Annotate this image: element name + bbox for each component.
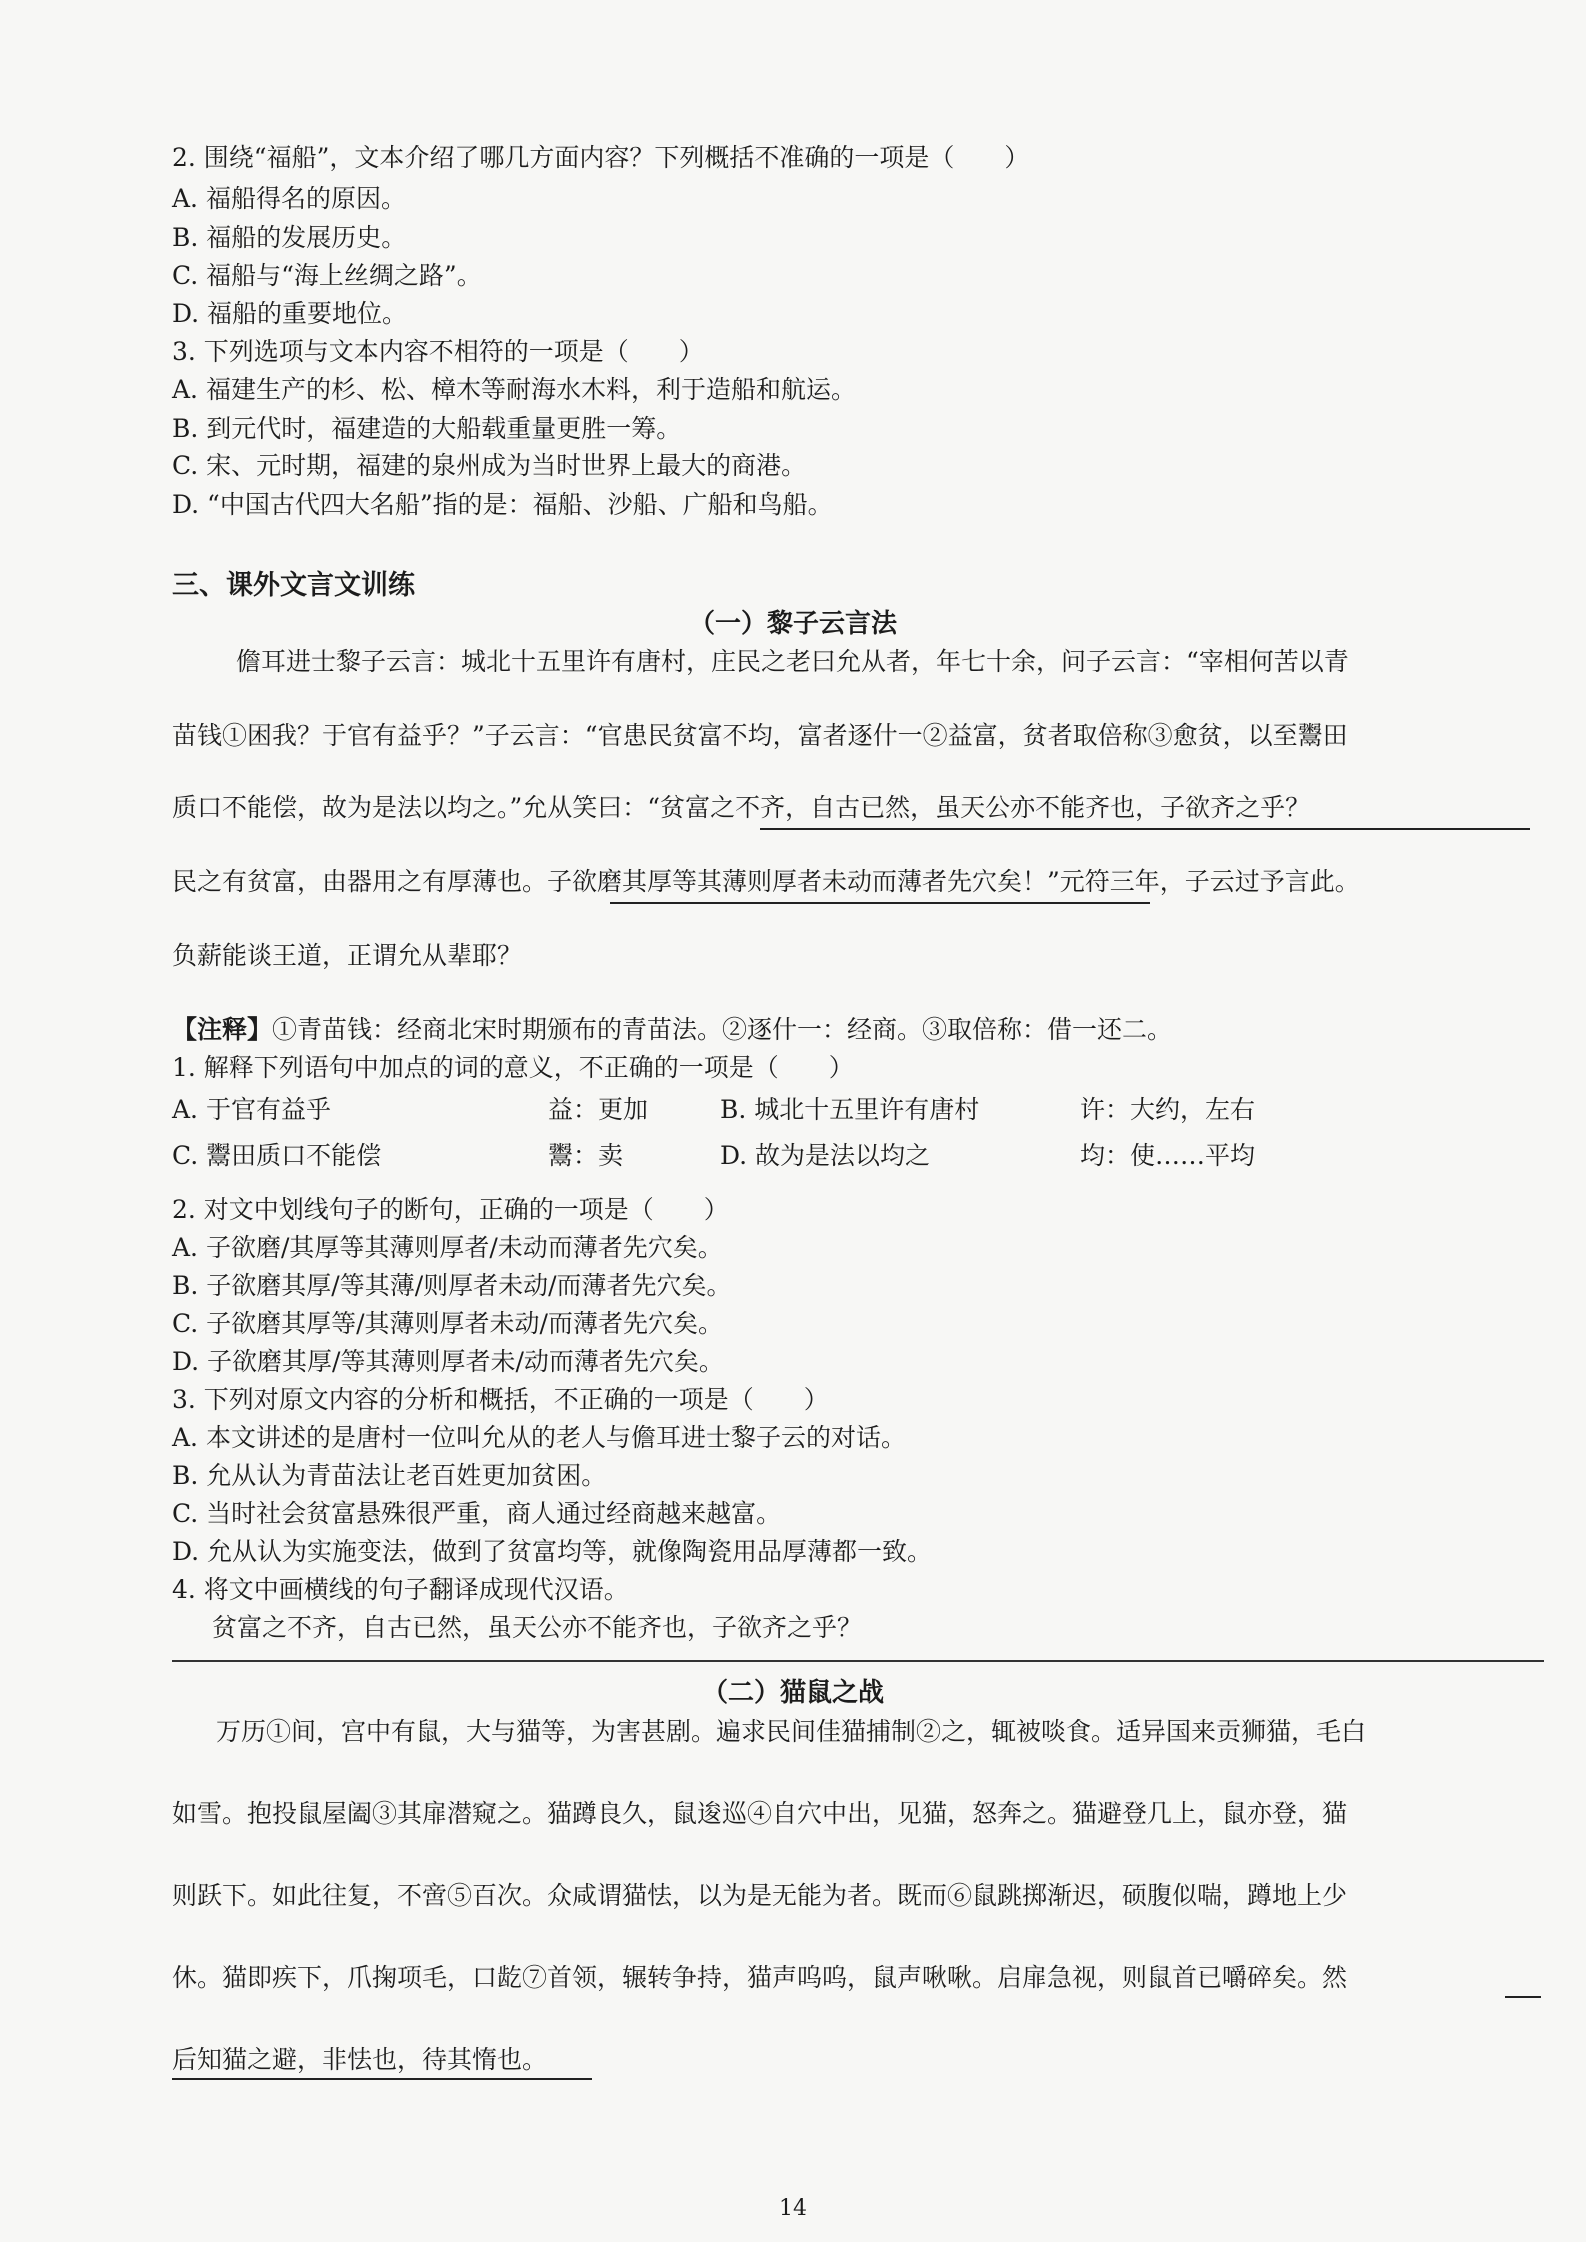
q3-option: A. 本文讲述的是唐村一位叫允从的老人与儋耳进士黎子云的对话。 xyxy=(172,1423,906,1452)
question-3-option-d: D. “中国古代四大名船”指的是：福船、沙船、广船和鸟船。 xyxy=(172,490,833,519)
question-3-stem: 3. 下列选项与文本内容不相符的一项是（ ） xyxy=(172,337,704,366)
passage-1-line: 民之有贫富，由器用之有厚薄也。子欲磨其厚等其薄则厚者未动而薄者先穴矣！”元符三年，子云过予言此。 xyxy=(172,867,1360,896)
question-2-option-d: D. 福船的重要地位。 xyxy=(172,299,408,328)
question-2-option-c: C. 福船与“海上丝绸之路”。 xyxy=(172,261,482,290)
q2-option: D. 子欲磨其厚/等其薄则厚者未/动而薄者先穴矣。 xyxy=(172,1347,724,1376)
passage-1-q1-stem: 1. 解释下列语句中加点的词的意义，不正确的一项是（ ） xyxy=(172,1053,854,1082)
q1-option-text: C. 鬻田质口不能偿 xyxy=(172,1141,382,1170)
underline-mark xyxy=(1505,1996,1541,1998)
question-2-option-a: A. 福船得名的原因。 xyxy=(172,184,406,213)
q3-option: D. 允从认为实施变法，做到了贫富均等，就像陶瓷用品厚薄都一致。 xyxy=(172,1537,933,1566)
section-divider xyxy=(172,1660,1544,1662)
passage-1-line: 质口不能偿，故为是法以均之。”允从笑曰：“贫富之不齐，自古已然，虽天公亦不能齐也，子欲齐之乎？ xyxy=(172,793,1311,822)
q1-option-meaning: 许：大约，左右 xyxy=(1080,1095,1256,1124)
passage-1-line: 儋耳进士黎子云言：城北十五里许有唐村，庄民之老曰允从者，年七十余，问子云言：“宰相何苦以青 xyxy=(236,647,1349,676)
passage-2-line: 万历①间，宫中有鼠，大与猫等，为害甚剧。遍求民间佳猫捕制②之，辄被啖食。适异国来贡狮猫，毛白 xyxy=(216,1717,1367,1746)
passage-1-q3-stem: 3. 下列对原文内容的分析和概括，不正确的一项是（ ） xyxy=(172,1385,829,1414)
q1-option-meaning: 均：使……平均 xyxy=(1080,1141,1256,1170)
passage-2-line: 则跃下。如此往复，不啻⑤百次。众咸谓猫怯，以为是无能为者。既而⑥鼠跳掷渐迟，硕腹似喘，蹲地上少 xyxy=(172,1881,1348,1910)
q3-option: C. 当时社会贫富悬殊很严重，商人通过经商越来越富。 xyxy=(172,1499,782,1528)
question-2-stem: 2. 围绕“福船”，文本介绍了哪几方面内容？下列概括不准确的一项是（ ） xyxy=(172,143,1030,172)
annotation-text: ①青苗钱：经商北宋时期颁布的青苗法。②逐什一：经商。③取倍称：借一还二。 xyxy=(272,1015,1173,1044)
underline-mark xyxy=(610,902,1150,904)
question-3-option-a: A. 福建生产的杉、松、樟木等耐海水木料，利于造船和航运。 xyxy=(172,375,856,404)
passage-1-line: 负薪能谈王道，正谓允从辈耶？ xyxy=(172,941,523,970)
passage-2-line: 后知猫之避，非怯也，待其惰也。 xyxy=(172,2045,548,2074)
q1-option-text: D. 故为是法以均之 xyxy=(720,1141,931,1170)
q1-option-text: A. 于官有益乎 xyxy=(172,1095,331,1124)
page-number: 14 xyxy=(779,2196,807,2221)
section-heading: 三、课外文言文训练 xyxy=(172,570,415,601)
underline-mark xyxy=(172,2078,592,2080)
q3-option: B. 允从认为青苗法让老百姓更加贫困。 xyxy=(172,1461,607,1490)
passage-2-title: （二）猫鼠之战 xyxy=(701,1678,884,1708)
underline-mark xyxy=(760,828,1530,830)
passage-1-q4-stem: 4. 将文中画横线的句子翻译成现代汉语。 xyxy=(172,1575,629,1604)
q2-option: A. 子欲磨/其厚等其薄则厚者/未动而薄者先穴矣。 xyxy=(172,1233,723,1262)
passage-1-q4-sentence: 贫富之不齐，自古已然，虽天公亦不能齐也，子欲齐之乎？ xyxy=(212,1613,863,1642)
q2-option: B. 子欲磨其厚/等其薄/则厚者未动/而薄者先穴矣。 xyxy=(172,1271,732,1300)
question-3-option-b: B. 到元代时，福建造的大船载重量更胜一筹。 xyxy=(172,414,682,443)
annotation-note xyxy=(172,1014,1172,1046)
passage-1-q2-stem: 2. 对文中划线句子的断句，正确的一项是（ ） xyxy=(172,1195,729,1224)
passage-2-line: 如雪。抱投鼠屋阖③其扉潜窥之。猫蹲良久，鼠逡巡④自穴中出，见猫，怒奔之。猫避登几上，鼠亦登，猫 xyxy=(172,1799,1348,1828)
q1-option-meaning: 益：更加 xyxy=(548,1095,649,1124)
passage-1-title: （一）黎子云言法 xyxy=(688,609,897,639)
passage-2-line: 休。猫即疾下，爪掬项毛，口龁⑦首领，辗转争持，猫声呜呜，鼠声啾啾。启扉急视，则鼠首已嚼碎矣。然 xyxy=(172,1963,1348,1992)
question-2-option-b: B. 福船的发展历史。 xyxy=(172,223,407,252)
q2-option: C. 子欲磨其厚等/其薄则厚者未动/而薄者先穴矣。 xyxy=(172,1309,723,1338)
q1-option-text: B. 城北十五里许有唐村 xyxy=(720,1095,980,1124)
annotation-label: 【注释】 xyxy=(172,1015,273,1044)
q1-option-meaning: 鬻：卖 xyxy=(548,1141,624,1170)
passage-1-line: 苗钱①困我？于官有益乎？”子云言：“官患民贫富不均，富者逐什一②益富，贫者取倍称③愈贫，以至鬻田 xyxy=(172,721,1348,750)
question-3-option-c: C. 宋、元时期，福建的泉州成为当时世界上最大的商港。 xyxy=(172,451,807,480)
